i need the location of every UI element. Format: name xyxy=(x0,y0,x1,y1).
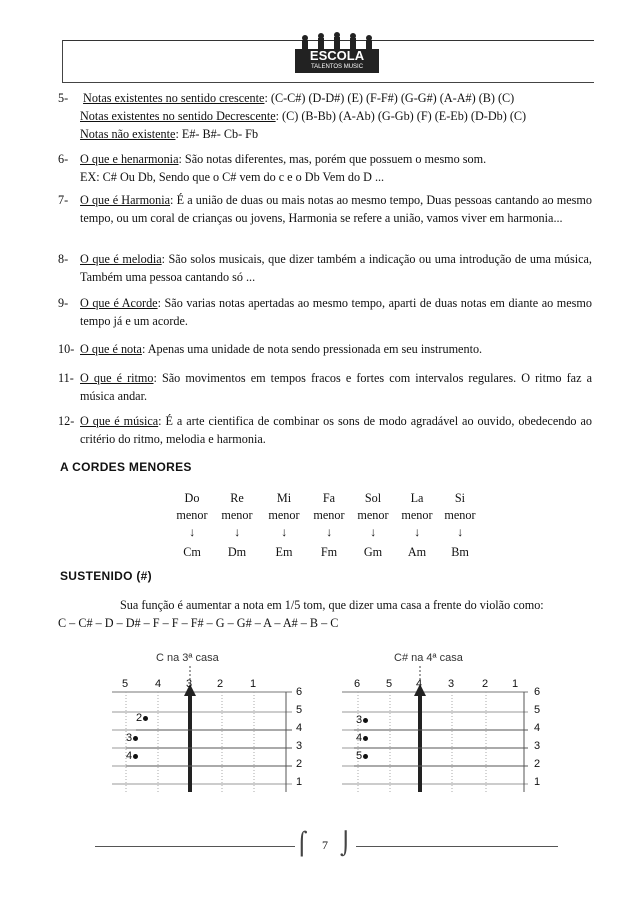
left-bracket-icon: ⌠ xyxy=(296,832,308,857)
note-name: Si xyxy=(454,491,466,505)
finger-dot xyxy=(126,750,138,762)
term: Notas não existente xyxy=(80,126,176,141)
item-number: 9- xyxy=(58,296,69,310)
finger-dot xyxy=(136,712,148,724)
item-11 xyxy=(58,370,592,406)
down-arrow-icon: ↓ xyxy=(325,525,333,539)
note-quality: menor xyxy=(444,508,476,522)
down-arrow-icon: ↓ xyxy=(280,525,288,539)
item-7 xyxy=(58,192,592,228)
note-quality: menor xyxy=(221,508,253,522)
finger-dot xyxy=(356,714,368,726)
fret-number: 3 xyxy=(186,678,193,690)
term: O que é melodia xyxy=(80,252,162,266)
string-number: 4 xyxy=(296,722,303,734)
item-6 xyxy=(58,151,592,187)
string-number: 2 xyxy=(296,758,303,770)
down-arrow-icon: ↓ xyxy=(369,525,377,539)
footer-rule-right xyxy=(356,846,558,847)
string-number: 3 xyxy=(296,740,303,752)
down-arrow-icon: ↓ xyxy=(413,525,421,539)
term: O que é ritmo xyxy=(80,371,154,385)
down-arrow-icon: ↓ xyxy=(456,525,464,539)
term: O que é nota xyxy=(80,342,142,356)
chord-symbol: Dm xyxy=(227,545,247,559)
item-number: 5- xyxy=(58,91,69,105)
definition: : São solos musicais, que dizer também a indicação ou uma introdução de uma música, Também uma pessoa cantando só ... xyxy=(80,252,592,284)
note-name: Sol xyxy=(364,491,382,505)
chord-symbol: Am xyxy=(407,545,427,559)
definition: : (C-C#) (D-D#) (E) (F-F#) (G-G#) (A-A#) (B) (C) xyxy=(264,91,515,105)
fret-number: 6 xyxy=(354,678,361,690)
fret-number: 4 xyxy=(155,678,162,690)
note-name: Do xyxy=(184,491,200,505)
chord-column xyxy=(217,490,257,561)
term: O que é Acorde xyxy=(80,296,158,310)
string-number: 6 xyxy=(296,686,303,698)
chord-column xyxy=(353,490,393,561)
fret-number: 3 xyxy=(448,678,455,690)
finger-dot xyxy=(356,750,368,762)
note-name: Fa xyxy=(322,491,336,505)
diagram-caption: C na 3ª casa xyxy=(156,652,219,664)
item-5-line-3 xyxy=(80,126,592,144)
string-number: 1 xyxy=(534,776,541,788)
definition: : É a arte cientifica de combinar os sons de modo agradável ao ouvido, obedecendo ao critério do ritmo, melodia e harmonia. xyxy=(80,414,592,446)
definition: : São varias notas apertadas ao mesmo tempo, aparti de duas notas em diante ao mesmo tempo já e um acorde. xyxy=(80,296,592,328)
definition: : São notas diferentes, mas, porém que possuem o mesmo som. xyxy=(178,152,487,166)
sharp-description: Sua função é aumentar a nota em 1/5 tom, que dizer uma casa a frente do violão como: xyxy=(120,598,544,612)
minor-chords-heading: A CORDES MENORES xyxy=(60,460,192,474)
item-12 xyxy=(58,413,592,449)
school-logo xyxy=(291,30,383,74)
fret-number: 5 xyxy=(386,678,393,690)
fret-number: 1 xyxy=(250,678,257,690)
fret-number: 4 xyxy=(416,678,423,690)
string-number: 3 xyxy=(534,740,541,752)
item-number: 12- xyxy=(58,414,75,428)
down-arrow-icon: ↓ xyxy=(233,525,241,539)
finger-number: 2 xyxy=(136,712,143,724)
definition: : São movimentos em tempos fracos e fortes com intervalos regulares. O ritmo faz a música andar. xyxy=(80,371,592,403)
example-line: EX: C# Ou Db, Sendo que o C# vem do c e o Db Vem do D ... xyxy=(80,169,385,184)
note-quality: menor xyxy=(401,508,433,522)
item-number: 8- xyxy=(58,252,69,266)
string-number: 1 xyxy=(296,776,303,788)
definition: : E#- B#- Cb- Fb xyxy=(175,126,259,141)
finger-number: 5 xyxy=(356,750,363,762)
definition: : É a união de duas ou mais notas ao mesmo tempo, Duas pessoas cantando ao mesmo tempo, ou um coral de crianças ou jovens, Harmonia se refere a união, vamos viver em harmonia... xyxy=(80,193,592,225)
finger-number: 4 xyxy=(356,732,363,744)
right-bracket-icon: ⌡ xyxy=(340,832,352,857)
item-5-line-2 xyxy=(80,108,592,126)
fretboard-diagram-c xyxy=(112,652,312,797)
item-8 xyxy=(58,251,592,287)
term: O que e henarmonia xyxy=(80,152,179,166)
item-number: 6- xyxy=(58,152,69,166)
chord-symbol: Em xyxy=(275,545,293,559)
item-5 xyxy=(58,90,592,143)
item-9 xyxy=(58,295,592,331)
fret-number: 5 xyxy=(122,678,129,690)
term: Notas existentes no sentido Decrescente xyxy=(80,108,276,123)
note-name: Re xyxy=(230,491,244,505)
note-name: La xyxy=(410,491,424,505)
item-10 xyxy=(58,341,592,359)
chord-column xyxy=(264,490,304,561)
header-rule-bottom xyxy=(62,82,594,83)
chord-column xyxy=(440,490,480,561)
term: O que é música xyxy=(80,414,159,428)
definition: : (C) (B-Bb) (A-Ab) (G-Gb) (F) (E-Eb) (D-Db) (C) xyxy=(275,108,527,123)
finger-number: 3 xyxy=(126,732,133,744)
note-quality: menor xyxy=(176,508,208,522)
finger-dot xyxy=(356,732,368,744)
note-name: Mi xyxy=(276,491,292,505)
fretboard-diagram-c-sharp xyxy=(342,652,552,797)
note-quality: menor xyxy=(313,508,345,522)
note-quality: menor xyxy=(268,508,300,522)
chord-symbol: Bm xyxy=(451,545,469,559)
note-quality: menor xyxy=(357,508,389,522)
page-number: 7 xyxy=(322,838,328,852)
footer-rule-left xyxy=(95,846,295,847)
chord-symbol: Fm xyxy=(320,545,338,559)
chord-column xyxy=(172,490,212,561)
chord-symbol: Gm xyxy=(363,545,383,559)
chord-column xyxy=(309,490,349,561)
sharp-scale: C – C# – D – D# – F – F – F# – G – G# – A – A# – B – C xyxy=(58,616,339,630)
string-number: 5 xyxy=(534,704,541,716)
fret-number: 1 xyxy=(512,678,519,690)
definition: : Apenas uma unidade de nota sendo pressionada em seu instrumento. xyxy=(141,342,483,356)
string-number: 2 xyxy=(534,758,541,770)
term: O que é Harmonia xyxy=(80,193,171,207)
item-number: 11- xyxy=(58,371,74,385)
fret-number: 2 xyxy=(217,678,224,690)
finger-dot xyxy=(126,732,138,744)
sharp-heading: SUSTENIDO (#) xyxy=(60,569,152,583)
term: Notas existentes no sentido crescente xyxy=(83,91,265,105)
string-number: 6 xyxy=(534,686,541,698)
diagram-caption: C# na 4ª casa xyxy=(394,652,463,664)
item-5-line-1 xyxy=(80,90,592,108)
chord-column xyxy=(397,490,437,561)
fret-number: 2 xyxy=(482,678,489,690)
finger-number: 3 xyxy=(356,714,363,726)
string-number: 4 xyxy=(534,722,541,734)
finger-number: 4 xyxy=(126,750,133,762)
down-arrow-icon: ↓ xyxy=(188,525,196,539)
string-number: 5 xyxy=(296,704,303,716)
logo-text-main: ESCOLA xyxy=(309,48,365,63)
logo-text-sub: TALENTOS MUSIC xyxy=(310,64,364,70)
item-number: 10- xyxy=(58,342,75,356)
chord-symbol: Cm xyxy=(183,545,201,559)
item-number: 7- xyxy=(58,193,69,207)
